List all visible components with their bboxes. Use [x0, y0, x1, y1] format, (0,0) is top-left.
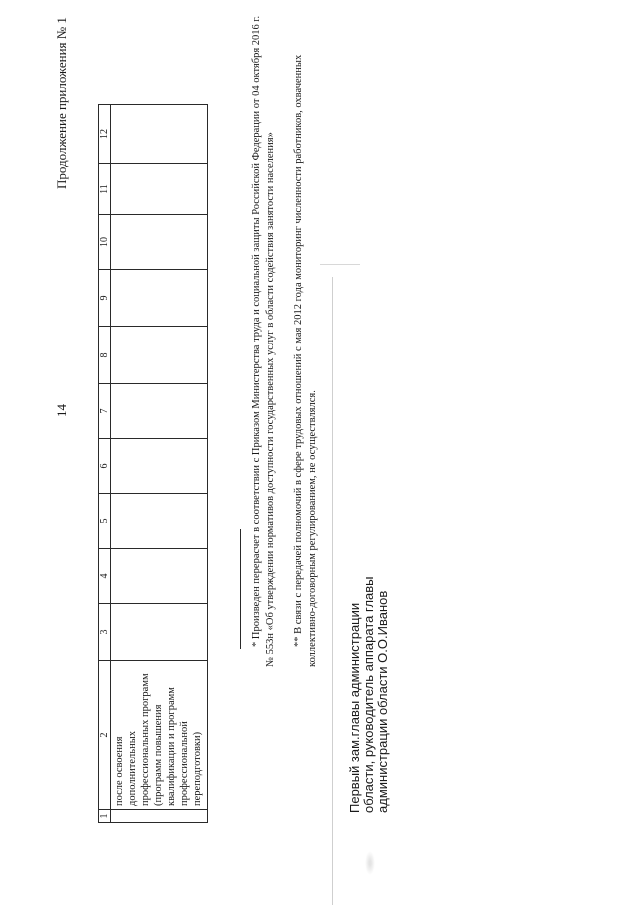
column-number-4: 4	[99, 549, 111, 604]
column-number-8: 8	[99, 327, 111, 384]
scan-edge-mark	[320, 264, 360, 265]
table-header-row	[99, 105, 111, 823]
column-number-12: 12	[99, 105, 111, 164]
table-row	[111, 105, 208, 823]
signature-line-3: администрации области О.О.Иванов	[375, 590, 390, 813]
footnote-1-line-2: № 553н «Об утверждении нормативов доступности государственных услуг в области содействия занятости населения»	[265, 132, 276, 667]
table-cell-empty	[111, 327, 208, 384]
column-number-1: 1	[99, 810, 111, 823]
table-cell-description	[111, 661, 208, 810]
scan-smudge	[365, 851, 375, 875]
column-number-11: 11	[99, 164, 111, 215]
table-cell-empty	[111, 270, 208, 327]
column-number-6: 6	[99, 439, 111, 494]
column-number-5: 5	[99, 494, 111, 549]
data-table	[98, 104, 208, 823]
row-text-line: профессиональных программ	[140, 673, 151, 806]
footnote-2-line-1: ** В связи с передачей полномочий в сфере трудовых отношений с мая 2012 года мониторинг численности работников, охваченных	[293, 54, 304, 647]
row-text-line: квалификации и программ	[166, 687, 177, 806]
footnote-2-line-2: коллективно-договорным регулированием, не осуществлялся.	[307, 390, 318, 667]
table-cell-empty	[111, 604, 208, 661]
column-number-10: 10	[99, 215, 111, 270]
signature-line-1: Первый зам.главы администрации	[347, 602, 362, 813]
table-cell-empty	[111, 384, 208, 439]
footnote-1-line-1: * Произведен перерасчет в соответствии с Приказом Министерства труда и социальной защиты Российской Федерации от 04 октября 2016 г.	[251, 15, 262, 647]
row-text-line: (программ повышения	[153, 704, 164, 806]
row-text-line: профессиональной	[179, 721, 190, 806]
column-number-9: 9	[99, 270, 111, 327]
table-cell-empty	[111, 810, 208, 823]
column-number-7: 7	[99, 384, 111, 439]
column-number-3: 3	[99, 604, 111, 661]
signature-line-2: области, руководитель аппарата главы	[361, 576, 376, 813]
table-cell-empty	[111, 549, 208, 604]
footnote-divider	[240, 529, 241, 649]
scan-fold-line	[332, 277, 333, 905]
table-cell-empty	[111, 164, 208, 215]
table-cell-empty	[111, 494, 208, 549]
page-number: 14	[54, 404, 69, 417]
appendix-label: Продолжение приложения № 1	[54, 17, 69, 189]
row-text-line: дополнительных	[127, 730, 138, 806]
column-number-2: 2	[99, 661, 111, 810]
row-text-line: переподготовки)	[192, 731, 203, 806]
row-text-line: после освоения	[114, 736, 125, 806]
table-cell-empty	[111, 215, 208, 270]
table-cell-empty	[111, 439, 208, 494]
table-cell-empty	[111, 105, 208, 164]
